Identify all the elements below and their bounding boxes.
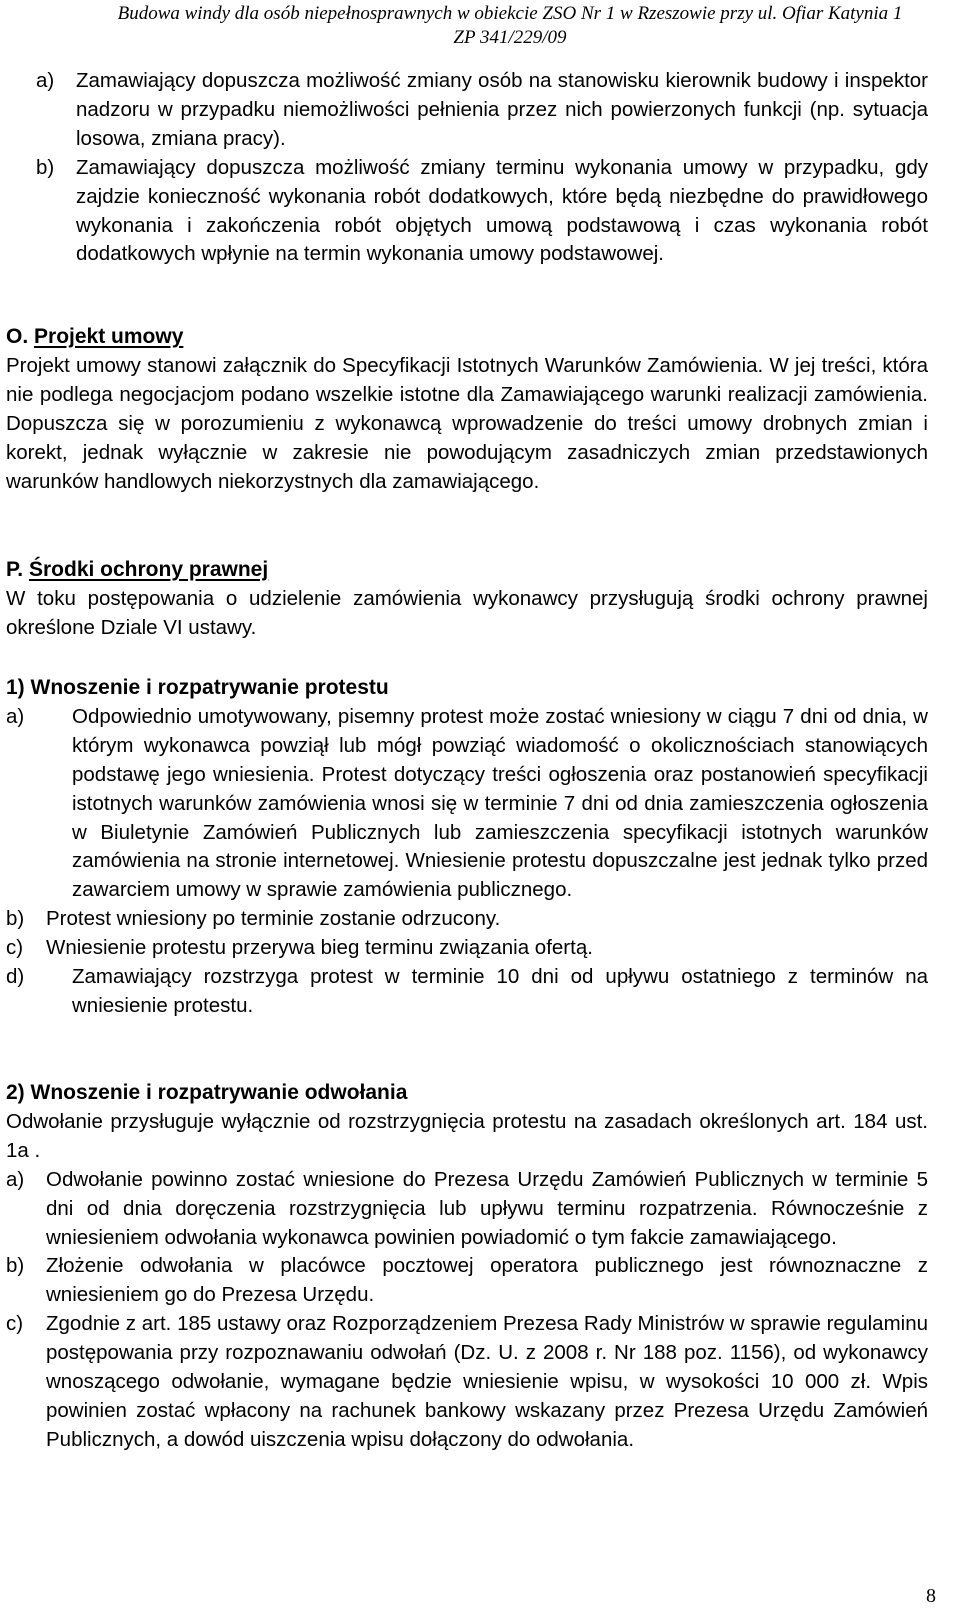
- list-item: [6, 1310, 928, 1455]
- subsection-protest: [6, 674, 928, 1021]
- header-reference: ZP 341/229/09: [453, 27, 567, 48]
- subsection-title: 2) Wnoszenie i rozpatrywanie odwołania: [6, 1081, 408, 1104]
- list-item: [6, 934, 928, 963]
- list-item-text: Zamawiający rozstrzyga protest w terminie 10 dni od upływu ostatniego z terminów na wniesienie protestu.: [72, 965, 928, 1017]
- list-item-text: Zamawiający dopuszcza możliwość zmiany osób na stanowisku kierownik budowy i inspektor nadzoru w przypadku niemożliwości pełnienia przez nich powierzonych funkcji (np. sytuacja losowa, zmiana pracy).: [76, 69, 928, 150]
- list-item-label: c): [6, 936, 24, 960]
- list-item-text: Odpowiednio umotywowany, pisemny protest może zostać wniesiony w ciągu 7 dni od dnia, w którym wykonawca powziął lub mógł powziąć wiadomość o okolicznościach stanowiących podstawę jego wniesienia. Protest dotyczący treści ogłoszenia oraz postanowień specyfikacji istotnych warunków zamówienia wnosi się w terminie 7 dni od dnia zamieszczenia ogłoszenia w Biuletynie Zamówień Publicznych lub zamieszczenia specyfikacji istotnych warunków zamówienia na stronie internetowej. Wniesienie protestu dopuszczalne jest jednak tylko przed zawarciem umowy w sprawie zamówienia publicznego.: [72, 704, 928, 902]
- top-list: [36, 67, 928, 269]
- section-body: Projekt umowy stanowi załącznik do Specyfikacji Istotnych Warunków Zamówienia. W jej treści, która nie podlega negocjacjom podano wszelkie istotne dla Zamawiającego warunki realizacji zamówienia. Dopuszcza się w porozumieniu z wykonawcą wprowadzenie do treści umowy drobnych zmian i korekt, jednak wyłącznie w zakresie nie powodującym zasadniczych zmian przedstawionych warunków handlowych niekorzystnych dla zamawiającego.: [6, 353, 928, 493]
- list-item: [6, 963, 928, 1021]
- list-item-label: b): [6, 1254, 25, 1278]
- list-item-text: Odwołanie powinno zostać wniesione do Prezesa Urzędu Zamówień Publicznych w terminie 5 dni od dnia doręczenia rozstrzygnięcia lub upływu terminu rozpatrzenia. Równocześnie z wniesieniem odwołania wykonawca powinien powiadomić o tym fakcie zamawiającego.: [46, 1167, 928, 1249]
- header-title: Budowa windy dla osób niepełnosprawnych w obiekcie ZSO Nr 1 w Rzeszowie przy ul. Ofiar Katynia 1: [117, 3, 903, 24]
- section-heading: [6, 556, 928, 585]
- section-title: Projekt umowy: [34, 325, 184, 348]
- subsection-intro: Odwołanie przysługuje wyłącznie od rozstrzygnięcia protestu na zasadach określonych art. 184 ust. 1a .: [6, 1109, 928, 1162]
- section-body: W toku postępowania o udzielenie zamówienia wykonawcy przysługują środki ochrony prawnej określone Dziale VI ustawy.: [6, 586, 928, 639]
- list-item: [36, 154, 928, 270]
- section-heading: [6, 323, 928, 352]
- list-item-text: Zamawiający dopuszcza możliwość zmiany terminu wykonania umowy w przypadku, gdy zajdzie konieczność wykonania robót dodatkowych, które będą niezbędne do prawidłowego wykonania i zakończenia robót objętych umową podstawową i czas wykonania robót dodatkowych wpłynie na termin wykonania umowy podstawowej.: [76, 155, 928, 266]
- list-item-text: Protest wniesiony po terminie zostanie odrzucony.: [46, 907, 501, 931]
- subsection-appeal: [6, 1079, 928, 1455]
- list-item: [6, 1252, 928, 1310]
- list-item-text: Zgodnie z art. 185 ustawy oraz Rozporządzeniem Prezesa Rady Ministrów w sprawie regulaminu postępowania przy rozpoznawaniu odwołań (Dz. U. z 2008 r. Nr 188 poz. 1156), od wykonawcy wnoszącego odwołanie, wymagane będzie wniesienie wpisu, w wysokości 10 000 zł. Wpis powinien zostać wpłacony na rachunek bankowy wskazany przez Prezesa Urzędu Zamówień Publicznych, a dowód uiszczenia wpisu dołączony do odwołania.: [46, 1312, 928, 1451]
- page-number: 8: [926, 1585, 936, 1607]
- list-item-label: c): [6, 1312, 24, 1336]
- list-item: [36, 67, 928, 154]
- list-item: [6, 905, 928, 934]
- page-header: [0, 2, 960, 50]
- list-item-label: a): [36, 69, 55, 92]
- list-item-text: Złożenie odwołania w placówce pocztowej operatora publicznego jest równoznaczne z wniesieniem go do Prezesa Urzędu.: [46, 1254, 928, 1307]
- list-item-text: Wniesienie protestu przerywa bieg terminu związania ofertą.: [46, 936, 593, 960]
- section-letter: O.: [6, 325, 29, 348]
- list-item-label: a): [6, 704, 25, 728]
- list-item-label: b): [6, 907, 25, 931]
- section-p: [6, 556, 928, 643]
- list-item-label: a): [6, 1167, 25, 1191]
- subsection-title: 1) Wnoszenie i rozpatrywanie protestu: [6, 676, 389, 699]
- section-letter: P.: [6, 558, 24, 581]
- section-o: [6, 323, 928, 496]
- list-item-label: b): [36, 155, 55, 179]
- list-item: [6, 703, 928, 905]
- list-item: [6, 1166, 928, 1253]
- list-item-label: d): [6, 965, 25, 989]
- section-title: Środki ochrony prawnej: [28, 558, 269, 581]
